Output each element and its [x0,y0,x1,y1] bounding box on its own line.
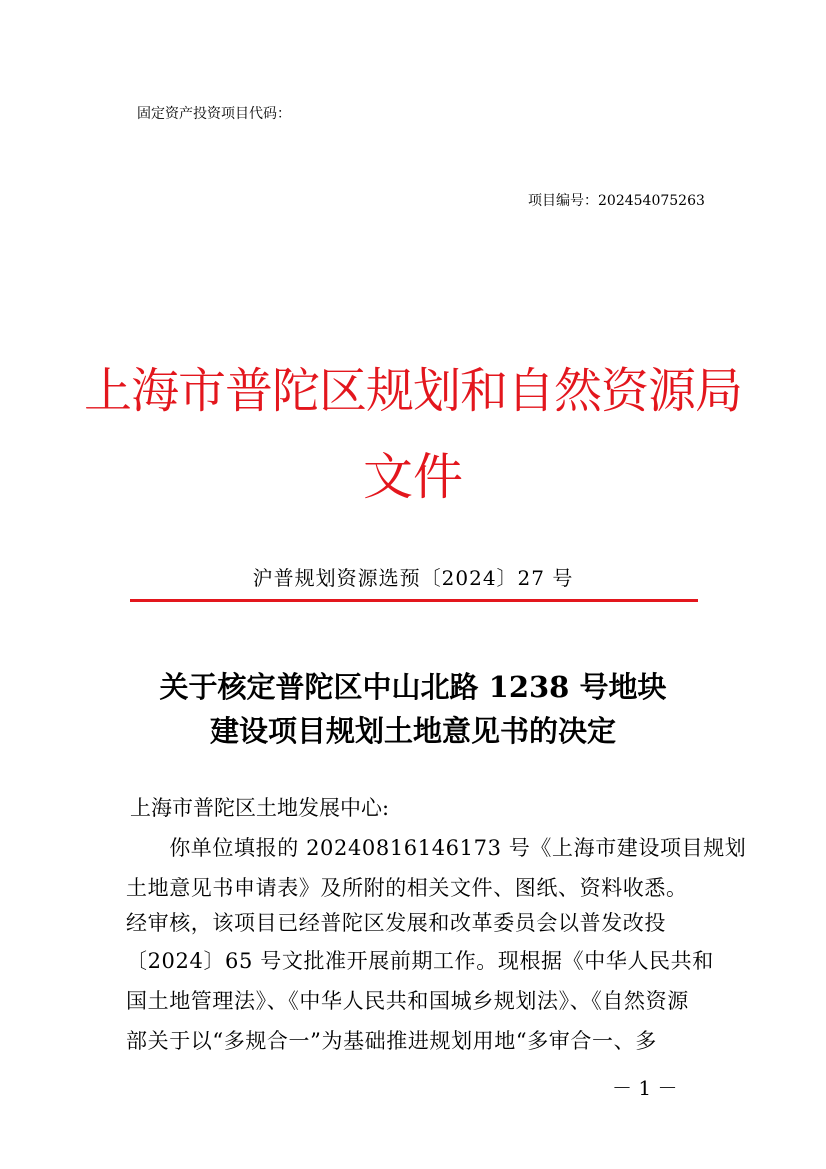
body-line-5: 国土地管理法》、《中华人民共和国城乡规划法》、《自然资源 [126,989,689,1013]
body-line-2: 土地意见书申请表》及所附的相关文件、图纸、资料收悉。 [126,876,688,900]
issuing-organization-title: 上海市普陀区规划和自然资源局 [83,363,742,419]
project-number: 项目编号：202454075263 [528,193,705,209]
document-type-title: 文件 [363,448,463,506]
addressee: 上海市普陀区土地发展中心: [130,796,390,820]
document-subject [0,665,826,753]
subject-line-1: 关于核定普陀区中山北路 1238 号地块 [159,670,667,704]
body-line-3: 经审核，该项目已经普陀区发展和改革委员会以普发改投 [126,911,666,935]
body-line-6: 部关于以“多规合一”为基础推进规划用地“多审合一、多 [126,1029,657,1053]
body-line-4: 〔2024〕65 号文批准开展前期工作。现根据《中华人民共和 [126,949,714,973]
page-number: － 1 － [612,1076,678,1100]
document-number: 沪普规划资源选预〔2024〕27 号 [252,566,574,590]
fixed-asset-code-label: 固定资产投资项目代码： [137,106,291,122]
red-separator-line [130,599,698,602]
body-line-1: 你单位填报的 20240816146173 号《上海市建设项目规划 [126,836,747,860]
subject-line-2: 建设项目规划土地意见书的决定 [209,714,616,748]
